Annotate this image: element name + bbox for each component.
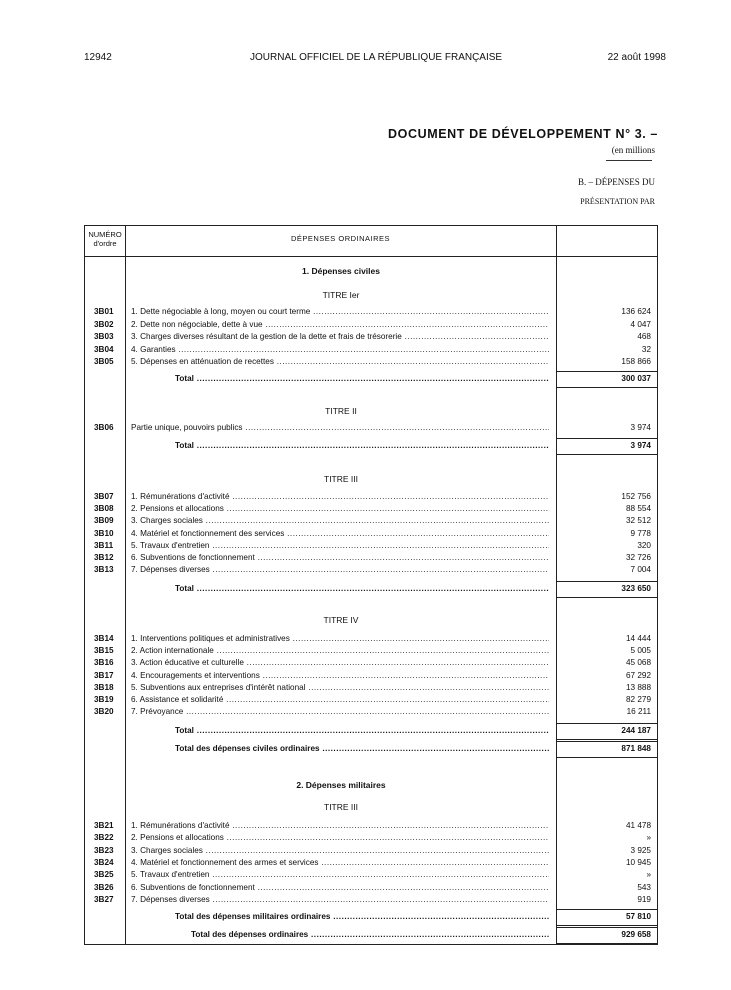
row-code: 3B23 (94, 845, 114, 855)
row-amount: 9 778 (630, 528, 651, 538)
row-label: 3. Charges diverses résultant de la gestion de la dette et frais de trésorerie ..... (131, 332, 549, 341)
row-amount: 4 047 (630, 319, 651, 329)
titre-heading: TITRE IV (323, 615, 359, 625)
row-amount: 543 (637, 882, 651, 892)
document-title: DOCUMENT DE DÉVELOPPEMENT N° 3. – (388, 127, 658, 141)
row-amount: 32 (641, 344, 651, 354)
table-row (85, 883, 657, 895)
table-row (85, 357, 657, 369)
total-amount: 871 848 (621, 744, 651, 753)
row-code: 3B16 (94, 658, 114, 668)
table-row (85, 671, 657, 683)
table-row (85, 821, 657, 833)
total-separator (556, 723, 657, 724)
page-number: 12942 (84, 52, 112, 63)
table-row (85, 492, 657, 504)
row-label: 5. Travaux d'entretien ..... (131, 870, 549, 879)
total-separator (556, 943, 657, 944)
total-separator (556, 371, 657, 372)
total-label: Total des dépenses civiles ordinaires ..... (175, 744, 549, 753)
table-row (85, 423, 657, 435)
row-code: 3B02 (94, 319, 114, 329)
table-row (85, 320, 657, 332)
table-row (85, 307, 657, 319)
row-code: 3B03 (94, 332, 114, 342)
row-amount: 88 554 (625, 504, 651, 514)
row-code: 3B22 (94, 833, 114, 843)
row-label: 7. Dépenses diverses ..... (131, 565, 549, 574)
row-amount: 7 004 (630, 565, 651, 575)
total-separator (556, 757, 657, 758)
row-label: 6. Subventions de fonctionnement ..... (131, 883, 549, 892)
row-code: 3B11 (94, 540, 114, 550)
table-row (85, 516, 657, 528)
table-row (85, 345, 657, 357)
row-code: 3B05 (94, 357, 114, 367)
row-amount: 158 866 (621, 357, 651, 367)
total-row (85, 726, 657, 738)
row-label: 4. Matériel et fonctionnement des services ..... (131, 529, 549, 538)
total-separator (556, 581, 657, 582)
titre-heading: TITRE III (324, 474, 358, 484)
table-row (85, 553, 657, 565)
row-code: 3B17 (94, 670, 114, 680)
table-row (85, 529, 657, 541)
divider (606, 160, 652, 161)
total-amount: 929 658 (621, 930, 651, 939)
row-amount: 919 (637, 894, 651, 904)
row-code: 3B19 (94, 695, 114, 704)
row-label: 6. Assistance et solidarité ..... (131, 695, 549, 704)
row-code: 3B14 (94, 634, 114, 643)
row-code: 3B15 (94, 646, 114, 656)
row-label: 7. Prévoyance ..... (131, 707, 549, 716)
row-label: 1. Interventions politiques et administratives ..... (131, 634, 549, 643)
total-row (85, 584, 657, 596)
row-code: 3B20 (94, 707, 114, 717)
titre-heading: TITRE Ier (322, 290, 360, 300)
col-desc-header: DÉPENSES ORDINAIRES (290, 234, 391, 243)
section-heading-military: 2. Dépenses militaires (296, 780, 386, 790)
presentation-note: PRÉSENTATION PAR (580, 197, 655, 206)
row-code: 3B01 (94, 307, 114, 316)
total-separator (556, 741, 657, 742)
row-amount: 3 925 (630, 845, 651, 855)
row-code: 3B04 (94, 344, 114, 354)
row-amount: 10 945 (625, 857, 651, 867)
row-label: 2. Dette non négociable, dette à vue ..... (131, 320, 549, 329)
row-amount: » (646, 833, 651, 843)
row-amount: 152 756 (621, 492, 651, 501)
row-code: 3B24 (94, 857, 114, 867)
row-code: 3B25 (94, 870, 114, 880)
section-heading: B. – DÉPENSES DU (577, 177, 655, 187)
total-amount: 244 187 (621, 726, 651, 735)
row-label: Partie unique, pouvoirs publics ..... (131, 423, 549, 432)
row-code: 3B07 (94, 492, 114, 501)
row-amount: 16 211 (626, 707, 651, 717)
table-row (85, 646, 657, 658)
row-code: 3B27 (94, 894, 114, 904)
table-row (85, 707, 657, 719)
total-row (85, 744, 657, 756)
row-label: 1. Rémunérations d'activité ..... (131, 821, 549, 830)
row-label: 1. Rémunérations d'activité ..... (131, 492, 549, 501)
table-row (85, 858, 657, 870)
table-row (85, 695, 657, 707)
unit-note: (en millions (611, 145, 655, 155)
total-amount: 3 974 (630, 441, 651, 450)
journal-title: JOURNAL OFFICIEL DE LA RÉPUBLIQUE FRANÇAISE (250, 52, 503, 63)
table-row (85, 504, 657, 516)
row-amount: 32 512 (625, 516, 651, 526)
row-code: 3B18 (94, 682, 114, 692)
total-label: Total des dépenses ordinaires ..... (191, 930, 549, 939)
row-amount: 67 292 (625, 670, 651, 680)
expenses-table (84, 225, 658, 945)
row-amount: 14 444 (625, 634, 651, 643)
row-code: 3B21 (94, 821, 114, 830)
row-amount: 13 888 (625, 682, 651, 692)
row-code: 3B26 (94, 882, 114, 892)
total-row (85, 441, 657, 453)
row-label: 2. Pensions et allocations ..... (131, 504, 549, 513)
row-label: 5. Subventions aux entreprises d'intérêt national ..... (131, 683, 549, 692)
row-amount: 45 068 (625, 658, 651, 668)
total-amount: 323 650 (621, 584, 651, 593)
table-row (85, 541, 657, 553)
titre-heading: TITRE III (324, 802, 358, 812)
row-amount: 41 478 (625, 821, 651, 830)
row-amount: » (646, 870, 651, 880)
row-amount: 320 (637, 540, 651, 550)
row-label: 5. Dépenses en atténuation de recettes ..... (131, 357, 549, 366)
row-label: 4. Matériel et fonctionnement des armes et services ..... (131, 858, 549, 867)
row-amount: 136 624 (621, 307, 651, 316)
total-label: Total ..... (175, 441, 549, 450)
total-separator (556, 909, 657, 910)
row-label: 3. Charges sociales ..... (131, 516, 549, 525)
row-label: 4. Garanties ..... (131, 345, 549, 354)
row-code: 3B06 (94, 423, 114, 432)
col-number-header: NUMÉRO d'ordre (88, 230, 122, 248)
row-label: 6. Subventions de fonctionnement ..... (131, 553, 549, 562)
row-amount: 468 (637, 332, 651, 342)
table-row (85, 870, 657, 882)
total-separator (556, 927, 657, 928)
table-row (85, 895, 657, 907)
total-separator (556, 387, 657, 388)
table-row (85, 658, 657, 670)
row-code: 3B09 (94, 516, 114, 526)
row-label: 5. Travaux d'entretien ..... (131, 541, 549, 550)
total-separator (556, 454, 657, 455)
row-code: 3B10 (94, 528, 114, 538)
table-row (85, 683, 657, 695)
total-row (85, 912, 657, 924)
header-divider (85, 256, 657, 257)
row-code: 3B08 (94, 504, 114, 514)
total-row (85, 374, 657, 386)
total-row (85, 930, 657, 942)
total-label: Total ..... (175, 726, 549, 735)
total-separator (556, 597, 657, 598)
row-label: 1. Dette négociable à long, moyen ou court terme ..... (131, 307, 549, 316)
publication-date: 22 août 1998 (607, 52, 666, 63)
row-label: 7. Dépenses diverses ..... (131, 895, 549, 904)
row-label: 3. Action éducative et culturelle ..... (131, 658, 549, 667)
table-row (85, 332, 657, 344)
titre-heading: TITRE II (325, 406, 357, 416)
row-label: 2. Pensions et allocations ..... (131, 833, 549, 842)
table-row (85, 833, 657, 845)
total-label: Total ..... (175, 584, 549, 593)
section-heading-civil: 1. Dépenses civiles (302, 266, 380, 276)
row-code: 3B13 (94, 565, 114, 575)
row-amount: 3 974 (630, 423, 651, 432)
total-separator (556, 438, 657, 439)
total-amount: 57 810 (625, 912, 651, 921)
total-separator (556, 739, 657, 740)
table-row (85, 565, 657, 577)
table-row (85, 634, 657, 646)
total-separator (556, 925, 657, 926)
table-row (85, 846, 657, 858)
row-label: 2. Action internationale ..... (131, 646, 549, 655)
total-label: Total ..... (175, 374, 549, 383)
row-label: 4. Encouragements et interventions ..... (131, 671, 549, 680)
total-amount: 300 037 (621, 374, 651, 383)
row-amount: 82 279 (625, 695, 651, 704)
total-label: Total des dépenses militaires ordinaires ..... (175, 912, 549, 921)
row-amount: 5 005 (630, 646, 651, 656)
row-amount: 32 726 (625, 553, 651, 562)
row-code: 3B12 (94, 553, 114, 562)
row-label: 3. Charges sociales ..... (131, 846, 549, 855)
